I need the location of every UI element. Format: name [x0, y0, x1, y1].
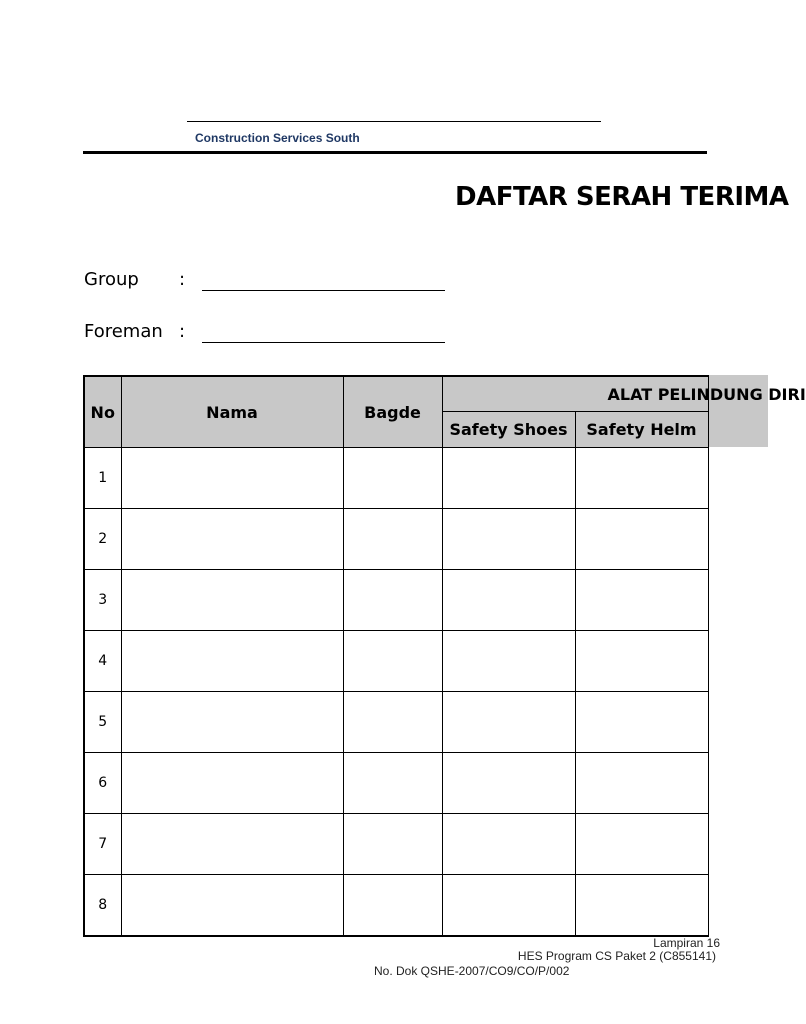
footer-doc-number: No. Dok QSHE-2007/CO9/CO/P/002 [374, 964, 570, 978]
col-header-group [442, 376, 806, 412]
cell-safety-shoes[interactable] [442, 814, 575, 875]
cell-safety-helm[interactable] [575, 509, 708, 570]
cell-nama[interactable] [121, 875, 343, 937]
cell-nama[interactable] [121, 753, 343, 814]
cell-nama[interactable] [121, 814, 343, 875]
group-blank-line[interactable] [202, 290, 445, 291]
cell-bagde[interactable] [343, 509, 442, 570]
table-body [84, 448, 708, 937]
cell-bagde[interactable] [343, 753, 442, 814]
company-name: Construction Services South [195, 131, 360, 145]
cell-safety-shoes[interactable] [442, 509, 575, 570]
col-header-bagde: Bagde [343, 376, 442, 448]
cell-safety-shoes[interactable] [442, 448, 575, 509]
cell-safety-helm[interactable] [575, 570, 708, 631]
cell-bagde[interactable] [343, 875, 442, 937]
cell-no: 5 [84, 692, 121, 753]
cell-bagde[interactable] [343, 448, 442, 509]
document-title: DAFTAR SERAH TERIMA [455, 182, 789, 212]
cell-nama[interactable] [121, 692, 343, 753]
col-header-safety-helm: Safety Helm [575, 412, 708, 448]
cell-no: 1 [84, 448, 121, 509]
cell-safety-helm[interactable] [575, 753, 708, 814]
cell-safety-helm[interactable] [575, 692, 708, 753]
cell-bagde[interactable] [343, 692, 442, 753]
cell-no: 3 [84, 570, 121, 631]
cell-bagde[interactable] [343, 631, 442, 692]
cell-safety-helm[interactable] [575, 814, 708, 875]
cell-no: 4 [84, 631, 121, 692]
foreman-colon: : [179, 321, 186, 342]
table-row [84, 692, 708, 753]
header-rule [83, 151, 707, 154]
cell-bagde[interactable] [343, 570, 442, 631]
cell-no: 2 [84, 509, 121, 570]
group-label: Group [84, 269, 139, 290]
cell-safety-helm[interactable] [575, 875, 708, 937]
cell-safety-helm[interactable] [575, 448, 708, 509]
cell-safety-helm[interactable] [575, 631, 708, 692]
foreman-blank-line[interactable] [202, 342, 445, 343]
col-header-group-label: ALAT PELINDUNG DIRI [607, 384, 806, 404]
cell-bagde[interactable] [343, 814, 442, 875]
table-row [84, 570, 708, 631]
footer-lampiran: Lampiran 16 [653, 936, 720, 950]
cell-no: 7 [84, 814, 121, 875]
cell-safety-shoes[interactable] [442, 631, 575, 692]
col-header-nama: Nama [121, 376, 343, 448]
foreman-label: Foreman [84, 321, 163, 342]
table-row [84, 448, 708, 509]
group-colon: : [179, 269, 186, 290]
cell-safety-shoes[interactable] [442, 875, 575, 937]
cell-nama[interactable] [121, 631, 343, 692]
table-row [84, 814, 708, 875]
table-row [84, 875, 708, 937]
cell-nama[interactable] [121, 570, 343, 631]
cell-no: 8 [84, 875, 121, 937]
handover-table [83, 375, 806, 937]
cell-nama[interactable] [121, 509, 343, 570]
cell-safety-shoes[interactable] [442, 753, 575, 814]
cell-safety-shoes[interactable] [442, 692, 575, 753]
cell-safety-shoes[interactable] [442, 570, 575, 631]
table-row [84, 509, 708, 570]
footer-program: HES Program CS Paket 2 (C855141) [517, 949, 716, 963]
cell-no: 6 [84, 753, 121, 814]
col-header-safety-shoes: Safety Shoes [442, 412, 575, 448]
col-header-no: No [84, 376, 121, 448]
top-rule [187, 121, 601, 122]
cell-nama[interactable] [121, 448, 343, 509]
table-row [84, 631, 708, 692]
table-row [84, 753, 708, 814]
